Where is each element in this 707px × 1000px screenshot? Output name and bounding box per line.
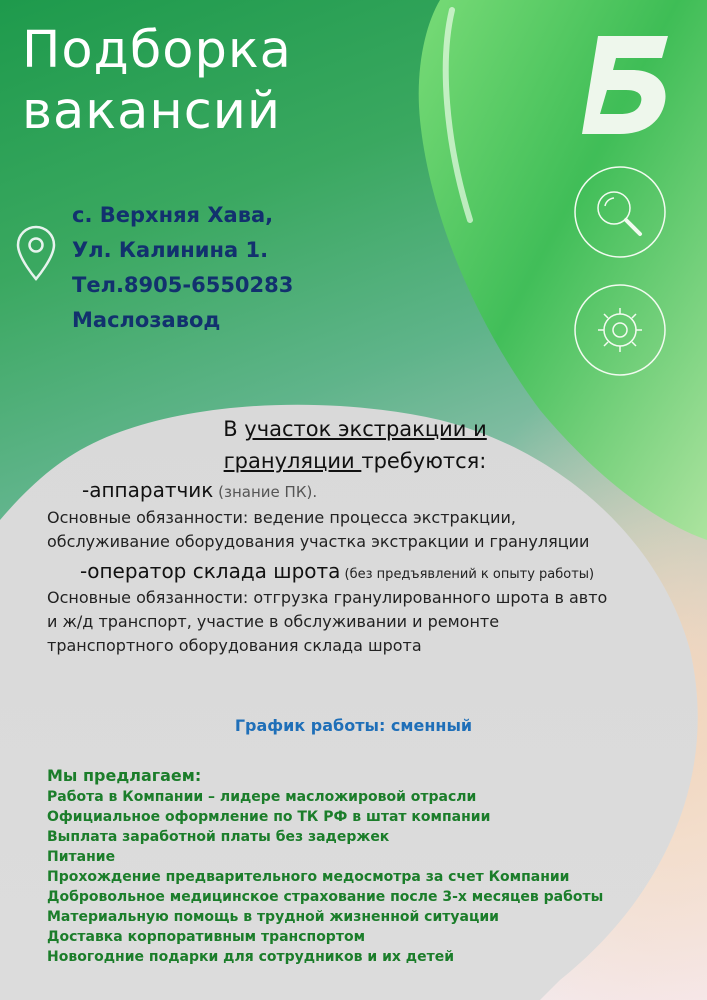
title-line-1: Подборка <box>22 21 292 80</box>
position-name: аппаратчик <box>89 478 214 502</box>
duties-line: транспортного оборудования склада шрота <box>47 636 422 655</box>
duties-line: и ж/д транспорт, участие в обслуживании и ремонте <box>47 612 500 631</box>
offer-item: Выплата заработной платы без задержек <box>47 829 390 845</box>
offer-list <box>47 787 603 967</box>
heading-underline-2: грануляции <box>223 449 362 473</box>
duties-line: Основные обязанности: отгрузка гранулированного шрота в авто <box>47 588 608 607</box>
gear-icon <box>570 280 670 380</box>
location-pin-icon <box>16 225 56 281</box>
offer-item: Доставка корпоративным транспортом <box>47 929 366 945</box>
heading-suffix: требуются: <box>361 449 487 473</box>
offer-title: Мы предлагаем: <box>47 766 202 785</box>
position-dash: - <box>80 559 88 583</box>
title-line-2: вакансий <box>22 82 282 142</box>
offer-item: Питание <box>47 849 116 865</box>
vacancy-heading <box>205 413 505 477</box>
heading-underline-1: участок экстракции и <box>244 417 487 441</box>
position-warehouse-duties <box>47 586 657 658</box>
offer-item: Работа в Компании – лидере масложировой отрасли <box>47 789 477 805</box>
brand-b-logo <box>576 30 676 140</box>
address-company: Маслозавод <box>72 308 221 332</box>
offer-item: Добровольное медицинское страхование после 3-х месяцев работы <box>47 889 604 905</box>
offer-item: Материальную помощь в трудной жизненной ситуации <box>47 909 499 925</box>
position-operator-title <box>82 478 317 502</box>
position-operator-duties <box>47 506 657 554</box>
duties-line: обслуживание оборудования участка экстракции и грануляции <box>47 532 590 551</box>
offer-block <box>47 766 603 967</box>
work-schedule: График работы: сменный <box>234 716 473 735</box>
address-block <box>72 198 293 338</box>
position-dash: - <box>82 478 90 502</box>
poster-title <box>22 20 292 142</box>
position-name: оператор склада шрота <box>87 559 341 583</box>
address-street: Ул. Калинина 1. <box>72 238 269 262</box>
position-warehouse-title <box>80 559 594 583</box>
position-note: (без предъявлений к опыту работы) <box>340 567 595 582</box>
address-phone: Тел.8905-6550283 <box>72 273 294 297</box>
offer-item: Новогодние подарки для сотрудников и их детей <box>47 949 455 965</box>
magnifier-icon <box>570 162 670 262</box>
address-village: с. Верхняя Хава, <box>72 203 274 227</box>
position-note: (знание ПК). <box>213 483 318 501</box>
offer-item: Официальное оформление по ТК РФ в штат компании <box>47 809 491 825</box>
offer-item: Прохождение предварительного медосмотра за счет Компании <box>47 869 570 885</box>
duties-line: Основные обязанности: ведение процесса экстракции, <box>47 508 516 527</box>
heading-prefix: В <box>223 417 245 441</box>
